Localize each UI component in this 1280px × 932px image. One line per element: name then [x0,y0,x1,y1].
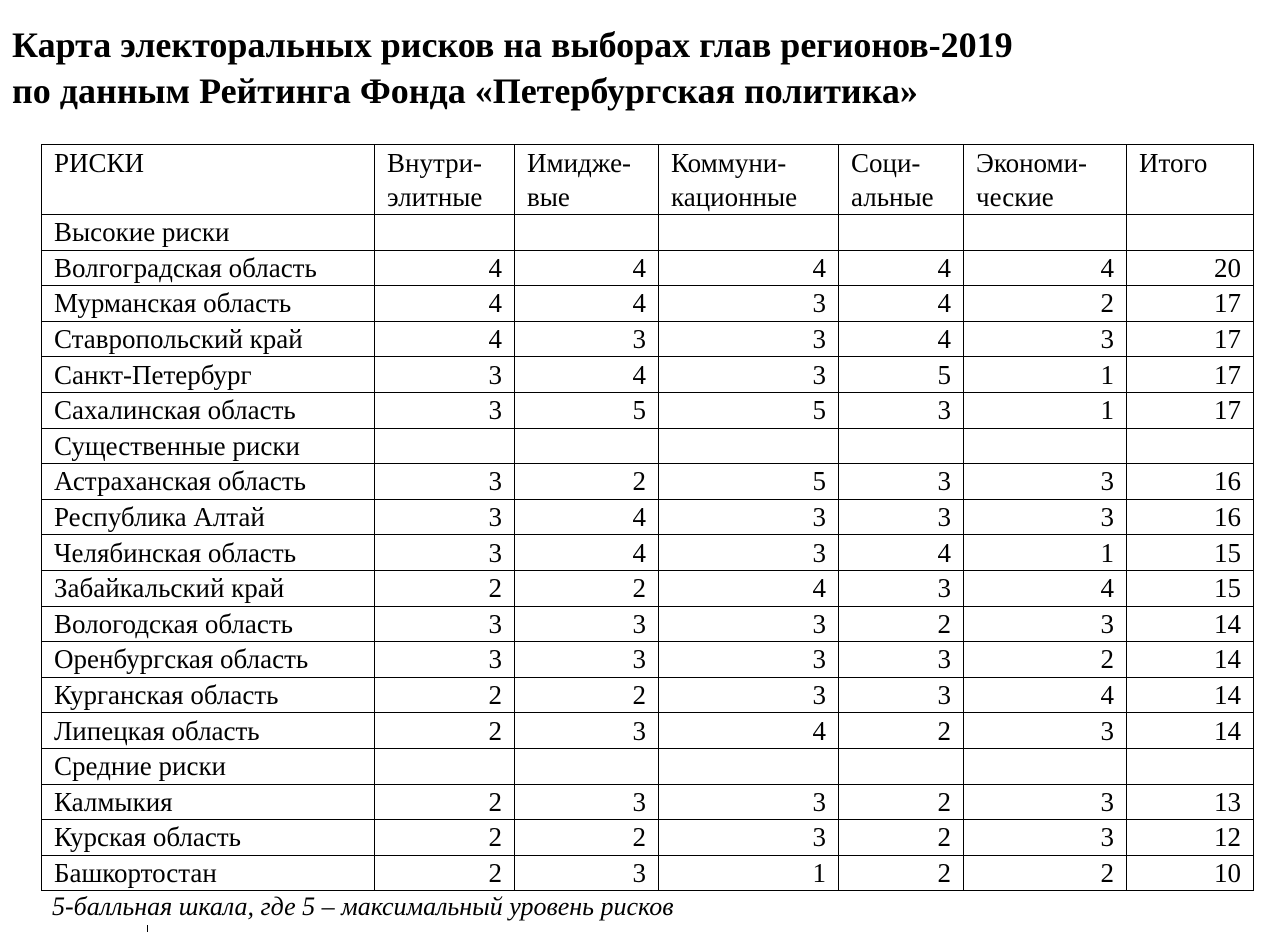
region-name: Волгоградская область [42,250,375,286]
score-total: 17 [1127,321,1254,357]
score-communication: 3 [659,677,839,713]
score-social: 3 [839,464,964,500]
score-image: 2 [515,464,659,500]
score-total: 14 [1127,642,1254,678]
region-name: Республика Алтай [42,499,375,535]
empty-cell [964,748,1127,784]
score-social: 2 [839,713,964,749]
score-social: 2 [839,606,964,642]
score-communication: 4 [659,570,839,606]
table-row [42,535,1254,571]
header-image-line-2: вые [527,182,570,212]
score-social: 3 [839,499,964,535]
table-row [42,499,1254,535]
score-social: 4 [839,250,964,286]
table-row [42,855,1254,891]
header-social-line-2: альные [851,182,934,212]
region-name: Забайкальский край [42,570,375,606]
score-intra-elite: 2 [375,677,515,713]
score-communication: 3 [659,535,839,571]
table-row [42,357,1254,393]
table-row [42,321,1254,357]
score-economic: 3 [964,713,1127,749]
score-total: 16 [1127,464,1254,500]
table-row [42,392,1254,428]
score-intra-elite: 4 [375,321,515,357]
score-communication: 4 [659,250,839,286]
score-communication: 3 [659,606,839,642]
score-economic: 4 [964,570,1127,606]
empty-cell [659,428,839,464]
table-row [42,570,1254,606]
header-communication-line-2: кационные [671,182,798,212]
score-intra-elite: 3 [375,392,515,428]
risk-table-header [42,145,1254,215]
score-social: 2 [839,820,964,856]
score-economic: 1 [964,392,1127,428]
region-name: Оренбургская область [42,642,375,678]
region-name: Челябинская область [42,535,375,571]
header-intra-elite-line-2: элитные [387,182,483,212]
score-economic: 4 [964,250,1127,286]
score-image: 3 [515,855,659,891]
score-communication: 3 [659,286,839,322]
region-name: Калмыкия [42,784,375,820]
empty-cell [964,215,1127,251]
score-communication: 3 [659,820,839,856]
score-social: 3 [839,392,964,428]
region-name: Санкт-Петербург [42,357,375,393]
score-social: 3 [839,570,964,606]
header-economic [964,145,1127,215]
header-social-line-1: Соци- [851,148,921,178]
score-communication: 5 [659,392,839,428]
score-communication: 1 [659,855,839,891]
score-image: 2 [515,677,659,713]
empty-cell [659,748,839,784]
score-social: 2 [839,855,964,891]
score-image: 3 [515,642,659,678]
score-economic: 2 [964,642,1127,678]
score-social: 3 [839,677,964,713]
table-row [42,286,1254,322]
score-total: 14 [1127,606,1254,642]
group-label: Средние риски [42,748,375,784]
empty-cell [375,215,515,251]
page-title-line-2: по данным Рейтинга Фонда «Петербургская политика» [12,71,918,111]
score-intra-elite: 3 [375,499,515,535]
score-social: 4 [839,286,964,322]
score-economic: 3 [964,499,1127,535]
empty-cell [515,215,659,251]
score-total: 20 [1127,250,1254,286]
score-economic: 2 [964,286,1127,322]
footnote: 5-балльная шкала, где 5 – максимальный уровень рисков [52,892,674,921]
score-image: 5 [515,392,659,428]
score-social: 5 [839,357,964,393]
page-title-line-1: Карта электоральных рисков на выборах глав регионов-2019 [12,25,1013,65]
score-communication: 3 [659,357,839,393]
header-risks: РИСКИ [42,145,375,215]
header-image-line-1: Имидже- [527,148,632,178]
table-row [42,606,1254,642]
region-name: Мурманская область [42,286,375,322]
empty-cell [839,428,964,464]
score-intra-elite: 3 [375,606,515,642]
score-intra-elite: 2 [375,713,515,749]
score-communication: 3 [659,784,839,820]
empty-cell [515,748,659,784]
empty-cell [839,748,964,784]
table-row [42,784,1254,820]
score-image: 4 [515,286,659,322]
table-row [42,713,1254,749]
table-row [42,642,1254,678]
score-intra-elite: 2 [375,820,515,856]
page-edge-mark [147,925,148,932]
score-total: 10 [1127,855,1254,891]
region-name: Ставропольский край [42,321,375,357]
score-total: 15 [1127,570,1254,606]
score-communication: 4 [659,713,839,749]
score-image: 3 [515,321,659,357]
region-name: Курская область [42,820,375,856]
group-label: Высокие риски [42,215,375,251]
score-economic: 1 [964,535,1127,571]
empty-cell [659,215,839,251]
table-row [42,820,1254,856]
risk-table [41,144,1254,891]
region-name: Вологодская область [42,606,375,642]
score-social: 3 [839,642,964,678]
header-total: Итого [1127,145,1254,215]
header-economic-line-1: Экономи- [976,148,1088,178]
header-row [42,145,1254,215]
empty-cell [964,428,1127,464]
score-economic: 3 [964,464,1127,500]
region-name: Астраханская область [42,464,375,500]
header-image [515,145,659,215]
score-image: 3 [515,784,659,820]
score-image: 4 [515,535,659,571]
group-row [42,428,1254,464]
score-total: 14 [1127,677,1254,713]
score-intra-elite: 2 [375,784,515,820]
score-image: 4 [515,499,659,535]
score-intra-elite: 4 [375,250,515,286]
region-name: Башкортостан [42,855,375,891]
score-social: 4 [839,321,964,357]
score-image: 3 [515,713,659,749]
score-communication: 3 [659,321,839,357]
score-intra-elite: 4 [375,286,515,322]
score-total: 12 [1127,820,1254,856]
table-row [42,677,1254,713]
score-image: 4 [515,250,659,286]
score-total: 15 [1127,535,1254,571]
score-intra-elite: 3 [375,642,515,678]
empty-cell [375,428,515,464]
risk-table-body [42,215,1254,891]
header-communication [659,145,839,215]
region-name: Липецкая область [42,713,375,749]
score-image: 3 [515,606,659,642]
score-intra-elite: 2 [375,570,515,606]
table-row [42,250,1254,286]
header-economic-line-2: ческие [976,182,1054,212]
group-row [42,215,1254,251]
header-intra-elite-line-1: Внутри- [387,148,483,178]
region-name: Курганская область [42,677,375,713]
score-total: 17 [1127,286,1254,322]
score-total: 16 [1127,499,1254,535]
empty-cell [515,428,659,464]
score-image: 4 [515,357,659,393]
page-title [12,22,1262,114]
score-total: 13 [1127,784,1254,820]
score-economic: 3 [964,321,1127,357]
score-economic: 3 [964,784,1127,820]
score-total: 17 [1127,357,1254,393]
empty-cell [1127,748,1254,784]
score-social: 4 [839,535,964,571]
empty-cell [1127,428,1254,464]
score-image: 2 [515,820,659,856]
score-intra-elite: 3 [375,535,515,571]
region-name: Сахалинская область [42,392,375,428]
empty-cell [375,748,515,784]
group-row [42,748,1254,784]
score-intra-elite: 3 [375,357,515,393]
score-communication: 5 [659,464,839,500]
score-economic: 2 [964,855,1127,891]
score-image: 2 [515,570,659,606]
score-communication: 3 [659,499,839,535]
empty-cell [1127,215,1254,251]
score-economic: 4 [964,677,1127,713]
group-label: Существенные риски [42,428,375,464]
header-social [839,145,964,215]
score-intra-elite: 3 [375,464,515,500]
score-economic: 1 [964,357,1127,393]
header-communication-line-1: Коммуни- [671,148,787,178]
score-social: 2 [839,784,964,820]
score-total: 17 [1127,392,1254,428]
empty-cell [839,215,964,251]
score-total: 14 [1127,713,1254,749]
score-economic: 3 [964,606,1127,642]
table-row [42,464,1254,500]
score-intra-elite: 2 [375,855,515,891]
score-economic: 3 [964,820,1127,856]
score-communication: 3 [659,642,839,678]
header-intra-elite [375,145,515,215]
